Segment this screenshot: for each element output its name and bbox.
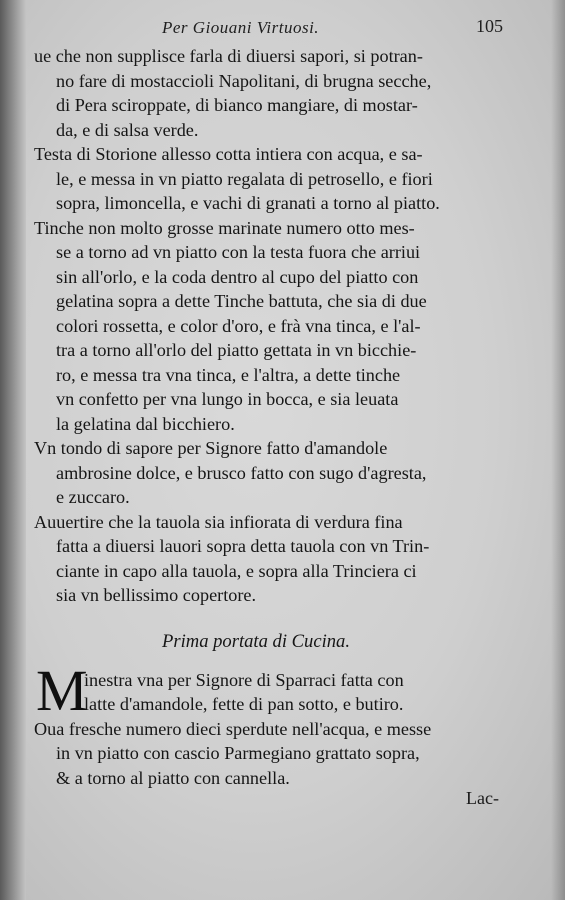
text-line: sin all'orlo, e la coda dentro al cupo del piatto con [56, 266, 419, 287]
text-line: inestra vna per Signore di Sparraci fatta con [84, 669, 404, 690]
text-line: sopra, limoncella, e vachi di granati a torno al piatto. [56, 193, 440, 213]
paragraph-3 [34, 216, 534, 437]
text-line: fatta a diuersi lauori sopra detta tauola con vn Trin- [56, 536, 430, 556]
paragraph-2 [34, 142, 534, 216]
drop-cap: M [36, 657, 88, 723]
catchword: Lac- [466, 788, 499, 808]
text-line: vn confetto per vna lungo in bocca, e sia leuata [56, 389, 399, 409]
text-line: tra a torno all'orlo del piatto gettata in vn bicchie- [56, 340, 417, 360]
text-line: da, e di salsa verde. [56, 119, 199, 140]
page-header [0, 14, 565, 38]
page-number: 105 [476, 16, 503, 36]
paragraph-initial [34, 657, 534, 723]
section-heading: Prima portata di Cucina. [162, 630, 351, 652]
paragraph-5 [34, 510, 534, 608]
page-edge-shadow [551, 0, 565, 900]
text-line: ciante in capo alla tauola, e sopra alla Trinciera ci [56, 560, 417, 581]
text-line: & a torno al piatto con cannella. [56, 767, 290, 788]
text-line: sia vn bellissimo copertore. [56, 585, 257, 605]
text-line: le, e messa in vn piatto regalata di petrosello, e fiori [56, 168, 433, 189]
text-line: Testa di Storione allesso cotta intiera con acqua, e sa- [34, 144, 423, 164]
paragraph-1 [34, 44, 534, 142]
text-line: colori rossetta, e color d'oro, e frà vna tinca, e l'al- [56, 315, 421, 336]
text-line: di Pera sciroppate, di bianco mangiare, di mostar- [56, 95, 418, 115]
text-line: e zuccaro. [56, 487, 130, 507]
text-line: gelatina sopra a dette Tinche battuta, che sia di due [56, 291, 427, 311]
text-line: latte d'amandole, fette di pan sotto, e butiro. [84, 694, 404, 714]
text-body [34, 44, 534, 790]
text-line: Tinche non molto grosse marinate numero otto mes- [34, 217, 415, 238]
text-line: Auuertire che la tauola sia infiorata di verdura fina [34, 511, 403, 532]
text-line: la gelatina dal bicchiero. [56, 413, 235, 434]
text-line: ue che non supplisce farla di diuersi sapori, si potran- [34, 46, 423, 66]
text-line: in vn piatto con cascio Parmegiano grattato sopra, [56, 743, 420, 763]
text-line: no fare di mostaccioli Napolitani, di brugna secche, [56, 70, 432, 91]
running-head: Per Giouani Virtuosi. [162, 18, 320, 37]
paragraph-final [34, 717, 534, 791]
text-line: Oua fresche numero dieci sperdute nell'acqua, e messe [34, 718, 432, 739]
text-line: se a torno ad vn piatto con la testa fuora che arriui [56, 242, 421, 262]
book-gutter-shadow [0, 0, 26, 900]
text-line: ambrosine dolce, e brusco fatto con sugo d'agresta, [56, 462, 427, 483]
paragraph-4 [34, 436, 534, 510]
text-line: Vn tondo di sapore per Signore fatto d'amandole [34, 438, 388, 458]
text-line: ro, e messa tra vna tinca, e l'altra, a dette tinche [56, 364, 401, 385]
